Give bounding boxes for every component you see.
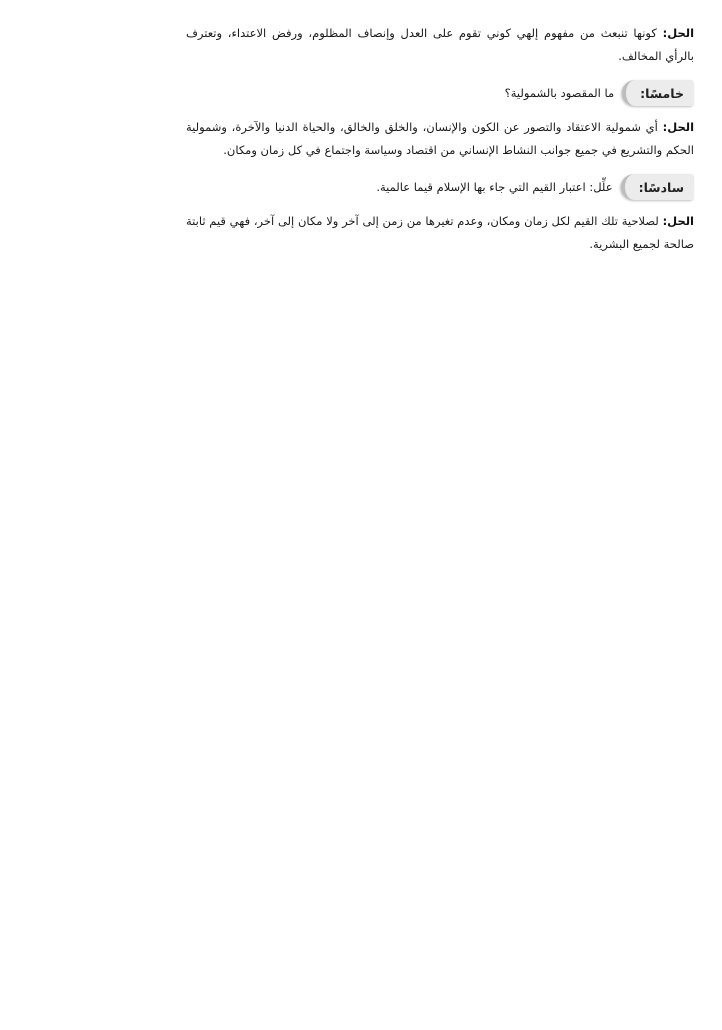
question-5-row xyxy=(186,80,694,106)
answer-text: أي شمولية الاعتقاد والتصور عن الكون والإنسان، والخلق والخالق، والحياة الدنيا والآخرة، وشمولية الحكم والتشريع في جميع جوانب النشاط الإنساني من اقتصاد وسياسة واجتماع في كل زمان ومكان. xyxy=(186,120,694,157)
answer-paragraph-6 xyxy=(186,210,694,256)
answer-text: لصلاحية تلك القيم لكل زمان ومكان، وعدم تغيرها من زمن إلى آخر ولا مكان إلى آخر، فهي قيم ثابتة صالحة لجميع البشرية. xyxy=(186,214,694,251)
document-page xyxy=(186,22,694,256)
answer-label: الحل: xyxy=(662,214,694,228)
question-5-text: ما المقصود بالشمولية؟ xyxy=(504,86,615,100)
question-5-tag: خامسًا: xyxy=(622,80,694,106)
answer-label: الحل: xyxy=(662,26,695,40)
question-6-tag: سادسًا: xyxy=(621,174,694,200)
question-6-text: علِّل: اعتبار القيم التي جاء بها الإسلام قيما عالمية. xyxy=(376,180,613,194)
question-6-row xyxy=(186,174,694,200)
answer-paragraph-5 xyxy=(186,116,694,162)
answer-label: الحل: xyxy=(662,120,695,134)
answer-paragraph-4 xyxy=(186,22,694,68)
answer-text: كونها تنبعث من مفهوم إلهي كوني تقوم على العدل وإنصاف المظلوم، ورفض الاعتداء، وتعترف بالرأي المخالف. xyxy=(186,26,694,63)
